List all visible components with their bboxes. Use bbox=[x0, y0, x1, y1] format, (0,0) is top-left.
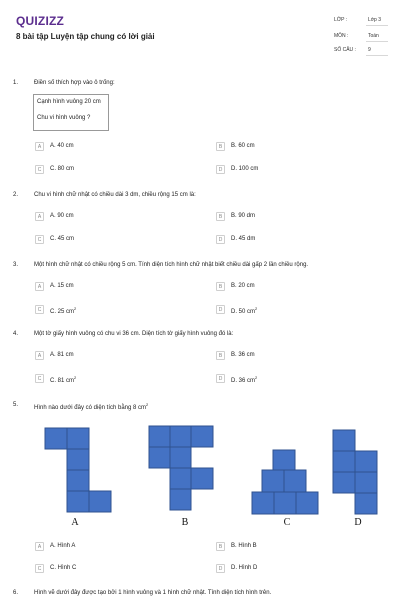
meta-grade-value: Lớp 3 bbox=[368, 17, 382, 23]
question-text: Hình vẽ dưới đây được tạo bởi 1 hình vuông và 1 hình chữ nhật. Tính diện tích hình trên. bbox=[34, 590, 272, 596]
superscript: 2 bbox=[255, 375, 258, 380]
meta-subject-label: MÔN : bbox=[334, 33, 349, 39]
option-letter-badge: A bbox=[35, 542, 44, 551]
info-box-line: Chu vi hình vuông ? bbox=[37, 115, 91, 121]
option-text: B. 60 cm bbox=[231, 143, 255, 149]
shape-label: C bbox=[283, 517, 291, 528]
option-letter-badge: C bbox=[35, 305, 44, 314]
option-text-main: D. 36 cm bbox=[231, 378, 256, 384]
option-text: A. 90 cm bbox=[50, 213, 74, 219]
option-text-main: D. 50 cm bbox=[231, 309, 256, 315]
question-text bbox=[34, 402, 148, 411]
shape-label: A bbox=[71, 517, 79, 528]
question-text: Một hình chữ nhật có chiều rộng 5 cm. Tính diện tích hình chữ nhật biết chiều dài gấp 2 lần chiều rộng. bbox=[34, 262, 309, 268]
option-letter-badge: B bbox=[216, 351, 225, 360]
option-text bbox=[231, 306, 257, 315]
question-text: Điền số thích hợp vào ô trống: bbox=[34, 80, 115, 86]
superscript: 2 bbox=[255, 306, 258, 311]
option-letter-badge: D bbox=[216, 305, 225, 314]
question-number: 3. bbox=[13, 262, 19, 268]
question-text-main: Hình nào dưới đây có diện tích bằng 8 cm bbox=[34, 405, 147, 411]
meta-subject-value: Toán bbox=[368, 33, 379, 39]
option-text: C. 80 cm bbox=[50, 166, 75, 172]
question-number: 6. bbox=[13, 590, 19, 596]
superscript: 2 bbox=[74, 306, 77, 311]
option-text: C. Hình C bbox=[50, 565, 77, 571]
worksheet-header bbox=[0, 0, 400, 70]
superscript: 2 bbox=[146, 402, 149, 407]
option-letter-badge: C bbox=[35, 235, 44, 244]
shape-c bbox=[252, 450, 318, 514]
question-number: 2. bbox=[13, 192, 19, 198]
option-letter-badge: B bbox=[216, 212, 225, 221]
option-text: D. 45 dm bbox=[231, 236, 256, 242]
meta-count-label: SỐ CÂU : bbox=[334, 47, 356, 53]
shape-figures bbox=[30, 420, 390, 530]
option-text-main: C. 81 cm bbox=[50, 378, 75, 384]
option-text: B. 20 cm bbox=[231, 283, 255, 289]
worksheet-title: 8 bài tập Luyện tập chung có lời giải bbox=[16, 32, 155, 41]
option-letter-badge: D bbox=[216, 165, 225, 174]
question-text: Một tờ giấy hình vuông có chu vi 36 cm. Diện tích tờ giấy hình vuông đó là: bbox=[34, 331, 234, 337]
option-letter-badge: D bbox=[216, 235, 225, 244]
meta-count-value: 9 bbox=[368, 47, 371, 53]
shape-a bbox=[45, 428, 111, 512]
option-letter-badge: A bbox=[35, 212, 44, 221]
option-text: A. Hình A bbox=[50, 543, 76, 549]
quizizz-logo: QUIZIZZ bbox=[16, 14, 65, 28]
shapes-svg bbox=[30, 420, 390, 530]
question-number: 1. bbox=[13, 80, 19, 86]
option-text: C. 45 cm bbox=[50, 236, 75, 242]
option-text bbox=[231, 375, 257, 384]
option-letter-badge: A bbox=[35, 351, 44, 360]
option-text bbox=[50, 306, 76, 315]
option-text: A. 15 cm bbox=[50, 283, 74, 289]
meta-divider bbox=[366, 41, 388, 42]
meta-grade-label: LỚP : bbox=[334, 17, 348, 23]
option-text: A. 81 cm bbox=[50, 352, 74, 358]
option-letter-badge: D bbox=[216, 564, 225, 573]
meta-divider bbox=[366, 55, 388, 56]
option-letter-badge: C bbox=[35, 165, 44, 174]
shape-b bbox=[149, 426, 213, 510]
option-text: D. 100 cm bbox=[231, 166, 259, 172]
meta-divider bbox=[366, 25, 388, 26]
option-letter-badge: D bbox=[216, 374, 225, 383]
info-box-line: Cạnh hình vuông 20 cm bbox=[37, 99, 101, 105]
option-letter-badge: C bbox=[35, 374, 44, 383]
option-letter-badge: A bbox=[35, 282, 44, 291]
option-letter-badge: C bbox=[35, 564, 44, 573]
option-text: B. 90 dm bbox=[231, 213, 256, 219]
option-text: B. Hình B bbox=[231, 543, 257, 549]
option-letter-badge: B bbox=[216, 142, 225, 151]
shape-label: D bbox=[354, 517, 362, 528]
option-text: A. 40 cm bbox=[50, 143, 74, 149]
shape-d bbox=[333, 430, 377, 514]
shape-label: B bbox=[181, 517, 189, 528]
option-letter-badge: B bbox=[216, 542, 225, 551]
question-text: Chu vi hình chữ nhật có chiều dài 3 dm, chiều rộng 15 cm là: bbox=[34, 192, 196, 198]
option-letter-badge: B bbox=[216, 282, 225, 291]
question-number: 5. bbox=[13, 402, 19, 408]
option-text: D. Hình D bbox=[231, 565, 258, 571]
option-text bbox=[50, 375, 76, 384]
option-letter-badge: A bbox=[35, 142, 44, 151]
superscript: 2 bbox=[74, 375, 77, 380]
option-text-main: C. 25 cm bbox=[50, 309, 75, 315]
option-text: B. 36 cm bbox=[231, 352, 255, 358]
question-info-box bbox=[33, 94, 109, 131]
question-number: 4. bbox=[13, 331, 19, 337]
